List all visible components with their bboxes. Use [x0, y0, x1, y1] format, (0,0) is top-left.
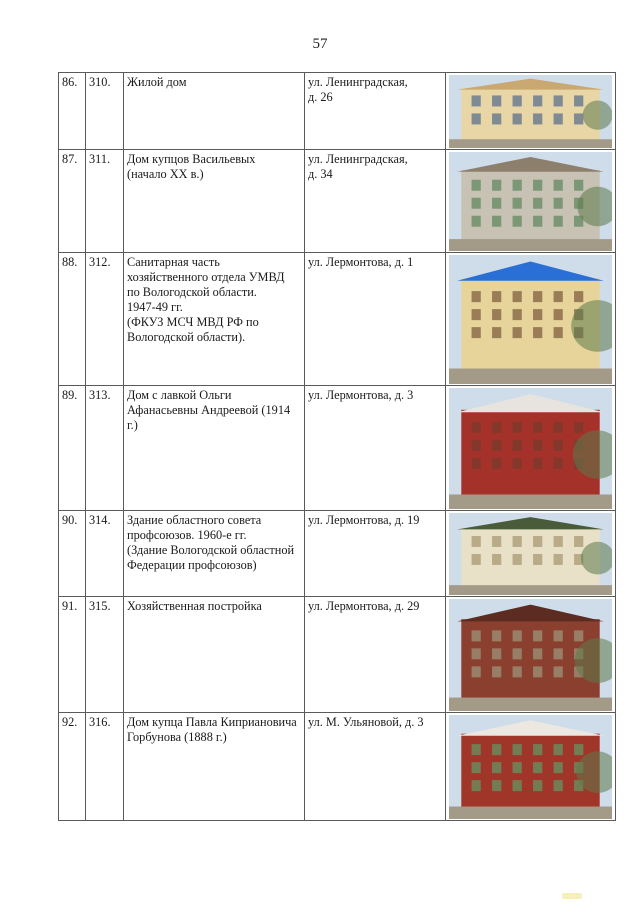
- object-name-cell: [124, 386, 305, 511]
- building-photo: [449, 513, 612, 595]
- photo-cell: [446, 511, 616, 597]
- object-name-line: Федерации профсоюзов): [127, 558, 257, 572]
- table-row: [59, 713, 616, 821]
- building-photo: [449, 255, 612, 384]
- row-number: 88.: [62, 255, 78, 269]
- address-cell: [305, 73, 446, 150]
- address-line: ул. Лермонтова, д. 19: [308, 513, 420, 527]
- row-number-cell: [59, 511, 86, 597]
- object-name-line: Афанасьевны Андреевой (1914: [127, 403, 291, 417]
- row-number-cell: [59, 253, 86, 386]
- object-name-cell: [124, 511, 305, 597]
- registry-number-cell: [86, 73, 124, 150]
- address-line: д. 34: [308, 167, 333, 181]
- building-photo: [449, 715, 612, 819]
- photo-cell: [446, 253, 616, 386]
- object-name-line: (Здание Вологодской областной: [127, 543, 295, 557]
- address-cell: [305, 713, 446, 821]
- address-line: ул. Ленинградская,: [308, 152, 408, 166]
- object-name-line: г.): [127, 418, 138, 432]
- monument-registry-table: [58, 72, 616, 821]
- address-cell: [305, 150, 446, 253]
- object-name-line: Жилой дом: [127, 75, 187, 89]
- photo-cell: [446, 713, 616, 821]
- table-row: [59, 597, 616, 713]
- object-name-line: Дом купцов Васильевых: [127, 152, 256, 166]
- row-number: 91.: [62, 599, 78, 613]
- address-line: ул. Лермонтова, д. 1: [308, 255, 414, 269]
- table-row: [59, 73, 616, 150]
- registry-number-cell: [86, 511, 124, 597]
- photo-cell: [446, 386, 616, 511]
- address-cell: [305, 253, 446, 386]
- address-line: ул. М. Ульяновой, д. 3: [308, 715, 424, 729]
- registry-number-cell: [86, 386, 124, 511]
- table-row: [59, 511, 616, 597]
- object-name-cell: [124, 713, 305, 821]
- address-cell: [305, 511, 446, 597]
- address-line: ул. Ленинградская,: [308, 75, 408, 89]
- photo-cell: [446, 597, 616, 713]
- building-photo: [449, 599, 612, 711]
- object-name-line: Хозяйственная постройка: [127, 599, 262, 613]
- object-name-line: Здание областного совета: [127, 513, 262, 527]
- object-name-line: (ФКУЗ МСЧ МВД РФ по: [127, 315, 259, 329]
- registry-number: 315.: [89, 599, 111, 613]
- address-line: ул. Лермонтова, д. 29: [308, 599, 420, 613]
- registry-number: 313.: [89, 388, 111, 402]
- address-cell: [305, 597, 446, 713]
- registry-number-cell: [86, 150, 124, 253]
- row-number: 92.: [62, 715, 78, 729]
- scan-artifact: [562, 893, 582, 899]
- row-number-cell: [59, 713, 86, 821]
- building-photo: [449, 388, 612, 509]
- table-row: [59, 386, 616, 511]
- table-row: [59, 253, 616, 386]
- row-number-cell: [59, 150, 86, 253]
- address-line: д. 26: [308, 90, 333, 104]
- table-row: [59, 150, 616, 253]
- object-name-cell: [124, 253, 305, 386]
- row-number: 90.: [62, 513, 78, 527]
- object-name-line: (начало XX в.): [127, 167, 204, 181]
- row-number: 87.: [62, 152, 78, 166]
- row-number: 86.: [62, 75, 78, 89]
- building-photo: [449, 152, 612, 251]
- object-name-cell: [124, 150, 305, 253]
- registry-number: 310.: [89, 75, 111, 89]
- row-number-cell: [59, 597, 86, 713]
- object-name-line: хозяйственного отдела УМВД: [127, 270, 285, 284]
- page-number: 57: [312, 36, 328, 52]
- row-number-cell: [59, 73, 86, 150]
- object-name-line: Горбунова (1888 г.): [127, 730, 227, 744]
- object-name-cell: [124, 73, 305, 150]
- photo-cell: [446, 73, 616, 150]
- object-name-line: профсоюзов. 1960-е гг.: [127, 528, 247, 542]
- registry-number: 311.: [89, 152, 111, 166]
- registry-number-cell: [86, 597, 124, 713]
- photo-cell: [446, 150, 616, 253]
- registry-number: 312.: [89, 255, 111, 269]
- object-name-line: 1947-49 гг.: [127, 300, 183, 314]
- registry-number: 316.: [89, 715, 111, 729]
- object-name-line: Дом с лавкой Ольги: [127, 388, 232, 402]
- object-name-line: по Вологодской области.: [127, 285, 257, 299]
- row-number-cell: [59, 386, 86, 511]
- object-name-cell: [124, 597, 305, 713]
- registry-number-cell: [86, 713, 124, 821]
- row-number: 89.: [62, 388, 78, 402]
- address-line: ул. Лермонтова, д. 3: [308, 388, 414, 402]
- building-photo: [449, 75, 612, 148]
- object-name-line: Дом купца Павла Киприановича: [127, 715, 297, 729]
- address-cell: [305, 386, 446, 511]
- registry-number: 314.: [89, 513, 111, 527]
- object-name-line: Санитарная часть: [127, 255, 220, 269]
- registry-number-cell: [86, 253, 124, 386]
- object-name-line: Вологодской области).: [127, 330, 246, 344]
